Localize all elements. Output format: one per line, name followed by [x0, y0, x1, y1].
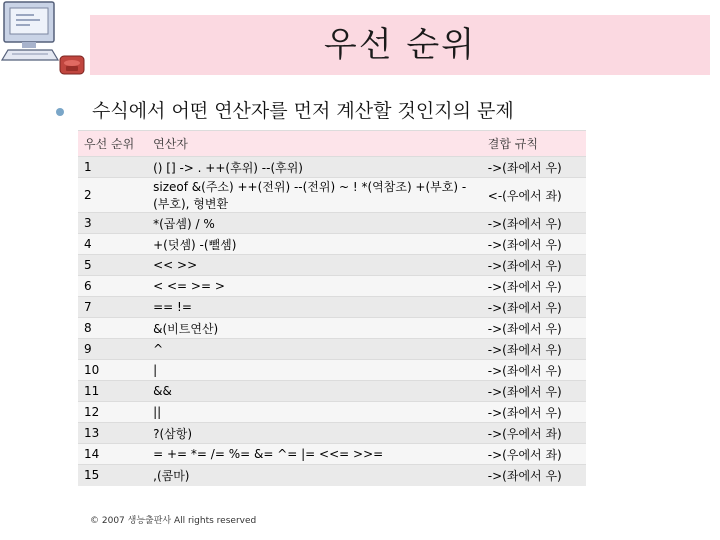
header-operators: 연산자: [147, 131, 482, 157]
cell-associativity: ->(좌에서 우): [482, 339, 586, 360]
cell-operators: +(덧셈) -(뺄셈): [147, 234, 482, 255]
cell-operators: ?(삼항): [147, 423, 482, 444]
cell-associativity: ->(좌에서 우): [482, 402, 586, 423]
cell-associativity: ->(좌에서 우): [482, 157, 586, 178]
cell-rank: 5: [78, 255, 147, 276]
table-row: [78, 339, 586, 360]
table-row: [78, 255, 586, 276]
table-row: [78, 213, 586, 234]
cell-operators: &&: [147, 381, 482, 402]
table-row: [78, 444, 586, 465]
table-row: [78, 157, 586, 178]
bullet-dot-icon: [56, 108, 64, 116]
cell-rank: 10: [78, 360, 147, 381]
cell-operators: ||: [147, 402, 482, 423]
cell-rank: 2: [78, 178, 147, 213]
table-row: [78, 318, 586, 339]
copyright-footer: © 2007 생능출판사 All rights reserved: [90, 516, 257, 526]
cell-operators: << >>: [147, 255, 482, 276]
cell-operators: &(비트연산): [147, 318, 482, 339]
cell-associativity: ->(좌에서 우): [482, 213, 586, 234]
cell-rank: 3: [78, 213, 147, 234]
cell-operators: = += *= /= %= &= ^= |= <<= >>=: [147, 444, 482, 465]
cell-associativity: ->(좌에서 우): [482, 360, 586, 381]
cell-rank: 15: [78, 465, 147, 486]
precedence-table: [78, 130, 586, 486]
cell-associativity: ->(좌에서 우): [482, 234, 586, 255]
cell-rank: 9: [78, 339, 147, 360]
header-associativity: 결합 규칙: [482, 131, 586, 157]
cell-associativity: ->(우에서 좌): [482, 444, 586, 465]
cell-rank: 8: [78, 318, 147, 339]
table-row: [78, 360, 586, 381]
cell-rank: 7: [78, 297, 147, 318]
table-row: [78, 234, 586, 255]
header-rank: 우선 순위: [78, 131, 147, 157]
cell-associativity: <-(우에서 좌): [482, 178, 586, 213]
table-row: [78, 381, 586, 402]
cell-associativity: ->(좌에서 우): [482, 255, 586, 276]
table-row: [78, 276, 586, 297]
cell-rank: 14: [78, 444, 147, 465]
cell-associativity: ->(우에서 좌): [482, 423, 586, 444]
table-row: [78, 297, 586, 318]
cell-operators: |: [147, 360, 482, 381]
cell-associativity: ->(좌에서 우): [482, 465, 586, 486]
table-row: [78, 423, 586, 444]
cell-rank: 13: [78, 423, 147, 444]
cell-operators: ^: [147, 339, 482, 360]
cell-associativity: ->(좌에서 우): [482, 276, 586, 297]
cell-operators: () [] -> . ++(후위) --(후위): [147, 157, 482, 178]
cell-operators: == !=: [147, 297, 482, 318]
table-row: [78, 178, 586, 213]
cell-operators: < <= >= >: [147, 276, 482, 297]
cell-operators: *(곱셈) / %: [147, 213, 482, 234]
cell-associativity: ->(좌에서 우): [482, 381, 586, 402]
slide-title: 우선 순위: [323, 25, 477, 65]
cell-rank: 6: [78, 276, 147, 297]
cell-rank: 11: [78, 381, 147, 402]
cell-rank: 12: [78, 402, 147, 423]
cell-operators: sizeof &(주소) ++(전위) --(전위) ~ ! *(역참조) +(부호) -(부호), 형변환: [147, 178, 482, 213]
computer-monitor-icon: [0, 0, 90, 80]
table-row: [78, 465, 586, 486]
cell-operators: ,(콤마): [147, 465, 482, 486]
table-header-row: [78, 131, 586, 157]
cell-rank: 1: [78, 157, 147, 178]
cell-rank: 4: [78, 234, 147, 255]
cell-associativity: ->(좌에서 우): [482, 318, 586, 339]
subtitle: 수식에서 어떤 연산자를 먼저 계산할 것인지의 문제: [92, 100, 514, 122]
cell-associativity: ->(좌에서 우): [482, 297, 586, 318]
table-row: [78, 402, 586, 423]
